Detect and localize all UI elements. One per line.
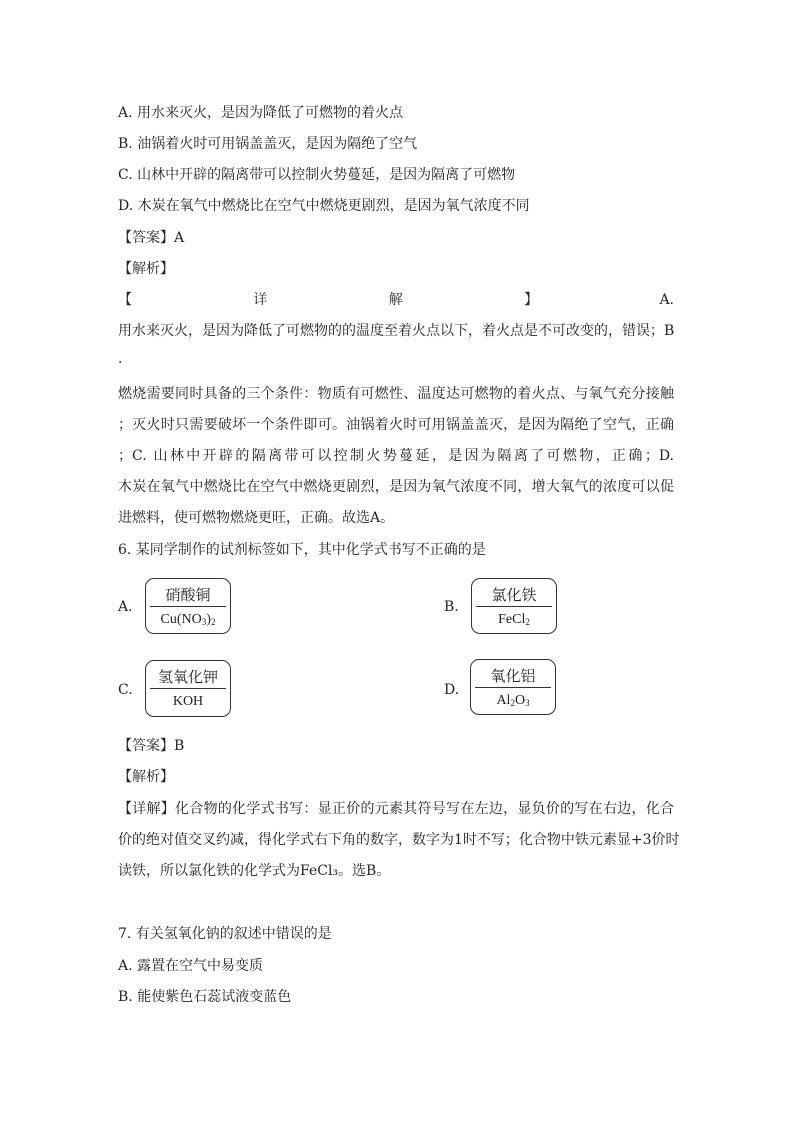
q6-option-b-letter: B. bbox=[444, 599, 459, 615]
q5-detail-char-4: A. bbox=[659, 292, 674, 308]
q6-option-d-letter: D. bbox=[444, 682, 460, 698]
q6-option-a-formula: $Cu(NO_3)_2$ bbox=[160, 612, 216, 627]
q6-option-d-name: 氧化铝 bbox=[490, 667, 536, 685]
q5-option-a: A. 用水来灭火，是因为降低了可燃物的着火点 bbox=[118, 105, 404, 121]
q5-option-d: D. 木炭在氧气中燃烧比在空气中燃烧更剧烈，是因为氧气浓度不同 bbox=[118, 198, 530, 214]
q5-detail-line-1: 用水来灭火，是因为降低了可燃物的的温度至着火点以下，着火点是不可改变的，错误；B bbox=[118, 323, 675, 339]
q6-option-b-label bbox=[471, 578, 557, 634]
q5-detail-char-2: 解 bbox=[388, 292, 403, 308]
q6-option-a-name: 硝酸铜 bbox=[165, 586, 211, 604]
q5-analysis-label: 【解析】 bbox=[118, 261, 174, 277]
q5-option-c: C. 山林中开辟的隔离带可以控制火势蔓延，是因为隔离了可燃物 bbox=[118, 167, 516, 183]
q6-option-c-formula: KOH bbox=[172, 694, 204, 709]
q6-analysis-label: 【解析】 bbox=[118, 769, 174, 785]
q5-detail-heading bbox=[118, 290, 674, 310]
q6-detail-line-1: 【详解】化合物的化学式书写：显正价的元素其符号写在左边，显负价的写在右边，化合 bbox=[118, 801, 674, 817]
q6-option-d-rule bbox=[475, 687, 551, 688]
q7-option-b: B. 能使紫色石蕊试液变蓝色 bbox=[118, 989, 292, 1005]
q5-answer: 【答案】A bbox=[118, 230, 185, 246]
q6-option-b-name: 氯化铁 bbox=[491, 586, 537, 604]
q6-option-a-label bbox=[145, 578, 231, 634]
q6-detail-line-2: 价的绝对值交叉约减，得化学式右下角的数字，数字为1时不写；化合物中铁元素显+3价时 bbox=[118, 832, 680, 848]
q5-detail-line-7: 进燃料，使可燃物燃烧更旺，正确。故选A。 bbox=[118, 510, 395, 526]
q6-option-c-letter: C. bbox=[118, 682, 133, 698]
q6-answer: 【答案】B bbox=[118, 738, 185, 754]
q5-detail-char-0: 【 bbox=[118, 292, 132, 308]
q6-detail-line-3: 读铁，所以氯化铁的化学式为FeCl₃。选B。 bbox=[118, 863, 391, 879]
q5-detail-char-1: 详 bbox=[253, 292, 268, 308]
q6-option-a-letter: A. bbox=[118, 599, 133, 615]
q6-option-b-formula: FeCl$_2$ bbox=[498, 612, 530, 627]
q5-detail-line-2: . bbox=[118, 351, 123, 367]
q5-detail-line-3: 燃烧需要同时具备的三个条件：物质有可燃性、温度达可燃物的着火点、与氧气充分接触 bbox=[118, 386, 674, 402]
q6-option-c-label bbox=[145, 660, 231, 717]
q6-option-d-label bbox=[470, 659, 556, 715]
q5-detail-line-5: ；C. 山林中开辟的隔离带可以控制火势蔓延，是因为隔离了可燃物，正确；D. bbox=[118, 448, 674, 464]
q5-detail-line-4: ；灭火时只需要破坏一个条件即可。油锅着火时可用锅盖盖灭，是因为隔绝了空气，正确 bbox=[118, 417, 674, 433]
q6-stem: 6. 某同学制作的试剂标签如下，其中化学式书写不正确的是 bbox=[118, 542, 486, 558]
q5-detail-char-3: 】 bbox=[524, 292, 539, 308]
q6-option-d-formula: $Al_2O_3$ bbox=[496, 693, 530, 708]
q5-option-b: B. 油锅着火时可用锅盖盖灭，是因为隔绝了空气 bbox=[118, 136, 418, 152]
q7-option-a: A. 露置在空气中易变质 bbox=[118, 958, 264, 974]
q5-detail-line-6: 木炭在氧气中燃烧比在空气中燃烧更剧烈，是因为氧气浓度不同，增大氧气的浓度可以促 bbox=[118, 479, 674, 495]
q6-option-c-name: 氢氧化钾 bbox=[157, 668, 218, 686]
q7-stem: 7. 有关氢氧化钠的叙述中错误的是 bbox=[118, 926, 332, 942]
q6-option-c-rule bbox=[150, 688, 226, 689]
q6-option-b-rule bbox=[476, 606, 552, 607]
q6-option-a-rule bbox=[150, 606, 226, 607]
